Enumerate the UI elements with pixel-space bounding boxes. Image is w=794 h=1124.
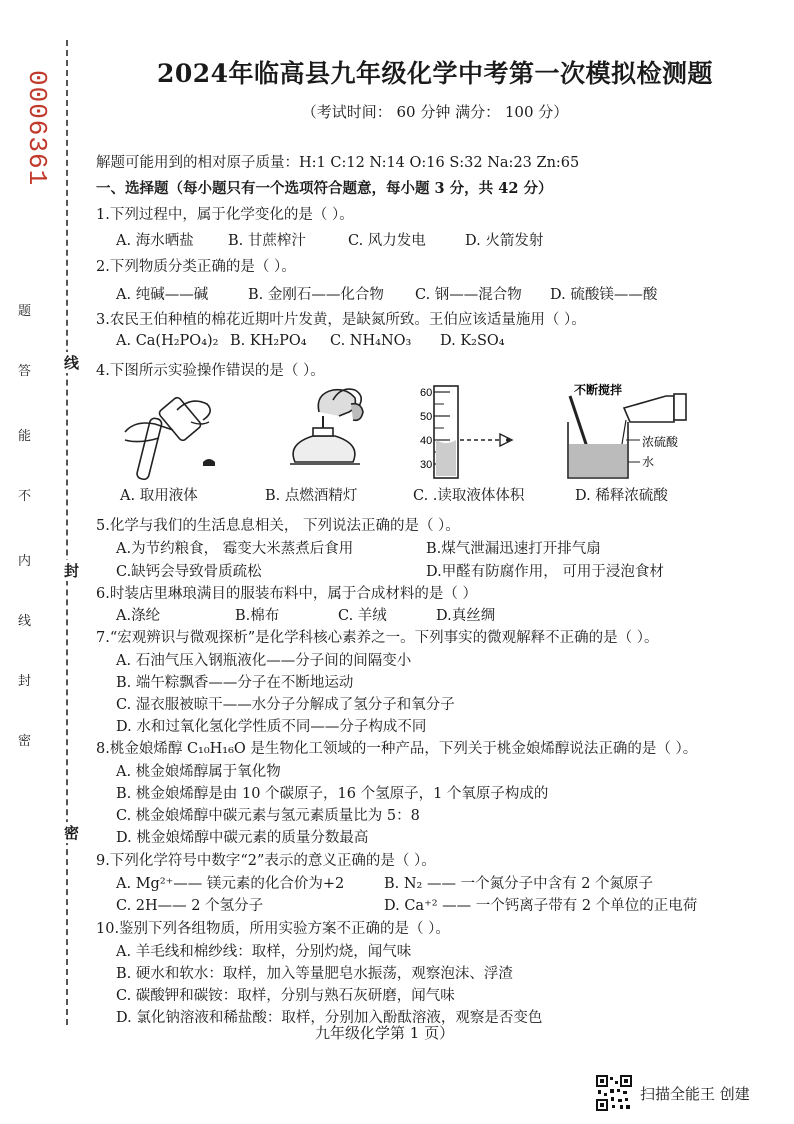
question-1-stem: 1.下列过程中，属于化学变化的是（ ）。 [96, 207, 354, 223]
q2-option-d: D. 硫酸镁——酸 [550, 287, 658, 303]
q8-option-d: D. 桃金娘烯醇中碳元素的质量分数最高 [116, 830, 369, 846]
q7-option-b: B. 端午粽飘香——分子在不断地运动 [116, 675, 354, 691]
cylinder-tick-50: 50 [420, 411, 433, 423]
margin-char: 线 [18, 614, 32, 629]
q10-option-b: B. 硬水和软水：取样，加入等量肥皂水振荡，观察泡沫、浮渣 [116, 966, 513, 982]
margin-char: 密 [18, 734, 32, 749]
atomic-masses: 解题可能用到的相对原子质量：H:1 C:12 N:14 O:16 S:32 Na:23 Zn:65 [96, 155, 580, 171]
question-4-stem: 4.下图所示实验操作错误的是（ ）。 [96, 363, 325, 379]
q5-option-c: C.缺钙会导致骨质疏松 [116, 564, 262, 580]
figure-d-diluting-acid [560, 382, 700, 482]
q6-option-a: A.涤纶 [116, 608, 161, 624]
q8-option-a: A. 桃金娘烯醇属于氧化物 [116, 764, 281, 780]
q8-option-b: B. 桃金娘烯醇是由 10 个碳原子，16 个氢原子，1 个氧原子构成的 [116, 786, 549, 802]
question-10-stem: 10.鉴别下列各组物质，所用实验方案不正确的是（ ）。 [96, 921, 450, 937]
q3-option-d: D. K₂SO₄ [440, 333, 505, 349]
label-water: 水 [642, 455, 655, 469]
q9-option-b: B. N₂ —— 一个氮分子中含有 2 个氮原子 [384, 876, 654, 892]
figure-c-graduated-cylinder [420, 382, 530, 482]
binding-label: 密 [64, 824, 80, 842]
svg-text:0006361: 0006361 [22, 70, 52, 187]
binding-label: 线 [64, 354, 80, 372]
figure-a-pouring-liquid [115, 382, 225, 482]
label-concentrated-acid: 浓硫酸 [642, 435, 679, 449]
cylinder-tick-40: 40 [420, 435, 433, 447]
q7-option-d: D. 水和过氧化氢化学性质不同——分子构成不同 [116, 719, 427, 735]
q9-option-c: C. 2H—— 2 个氢分子 [116, 898, 264, 914]
q3-option-a: A. Ca(H₂PO₄)₂ [116, 333, 219, 349]
q10-option-c: C. 碳酸钾和碳铵：取样，分别与熟石灰研磨，闻气味 [116, 988, 455, 1004]
page-footer: 九年级化学第 1 页） [315, 1024, 455, 1042]
margin-char: 答 [18, 364, 32, 379]
margin-char: 不 [18, 489, 32, 504]
margin-char: 内 [18, 554, 32, 569]
question-6-stem: 6.时装店里琳琅满目的服装布料中，属于合成材料的是（ ） [96, 586, 477, 602]
q9-option-d: D. Ca⁺² —— 一个钙离子带有 2 个单位的正电荷 [384, 898, 698, 914]
q6-option-c: C. 羊绒 [338, 608, 387, 624]
q10-option-a: A. 羊毛线和棉纱线：取样，分别灼烧，闻气味 [116, 944, 412, 960]
q5-option-b: B.煤气泄漏迅速打开排气扇 [426, 541, 601, 557]
question-5-stem: 5.化学与我们的生活息息相关， 下列说法正确的是（ ）。 [96, 518, 460, 534]
q1-option-c: C. 风力发电 [348, 233, 426, 249]
q7-option-a: A. 石油气压入钢瓶液化——分子间的间隔变小 [116, 653, 412, 669]
figure-a-caption: A. 取用液体 [120, 488, 198, 504]
question-3-stem: 3.农民王伯种植的棉花近期叶片发黄，是缺氮所致。王伯应该适量施用（ ）。 [96, 312, 586, 328]
figure-b-alcohol-lamp [275, 382, 385, 482]
question-9-stem: 9.下列化学符号中数字“2”表示的意义正确的是（ ）。 [96, 853, 436, 869]
serial-number [22, 70, 54, 200]
cylinder-tick-30: 30 [420, 459, 433, 471]
margin-char: 题 [18, 304, 32, 319]
q5-option-d: D.甲醛有防腐作用， 可用于浸泡食材 [426, 564, 664, 580]
q5-option-a: A.为节约粮食， 霉变大米蒸煮后食用 [116, 541, 354, 557]
q2-option-a: A. 纯碱——碱 [116, 287, 209, 303]
question-8-stem: 8.桃金娘烯醇 C₁₀H₁₆O 是生物化工领域的一种产品，下列关于桃金娘烯醇说法正确的是（ ）。 [96, 741, 698, 757]
q1-option-b: B. 甘蔗榨汁 [228, 233, 306, 249]
exam-info: （考试时间： 60 分钟 满分： 100 分） [301, 103, 569, 121]
qr-code-icon [596, 1075, 632, 1111]
q10-option-d: D. 氯化钠溶液和稀盐酸：取样，分别加入酚酞溶液，观察是否变色 [116, 1010, 543, 1026]
figure-c-caption: C. .读取液体体积 [413, 488, 525, 504]
binding-dashed-line [66, 40, 68, 1025]
q1-option-d: D. 火箭发射 [465, 233, 544, 249]
q2-option-b: B. 金刚石——化合物 [248, 287, 384, 303]
q7-option-c: C. 湿衣服被晾干——水分子分解成了氢分子和氧分子 [116, 697, 455, 713]
q1-option-a: A. 海水晒盐 [116, 233, 194, 249]
figure-b-caption: B. 点燃酒精灯 [265, 488, 358, 504]
margin-char: 封 [18, 674, 32, 689]
q8-option-c: C. 桃金娘烯醇中碳元素与氢元素质量比为 5：8 [116, 808, 420, 824]
margin-char: 能 [18, 429, 32, 444]
cylinder-tick-60: 60 [420, 387, 433, 399]
section-heading: 一、选择题（每小题只有一个选项符合题意，每小题 3 分，共 42 分） [96, 180, 553, 197]
q2-option-c: C. 钢——混合物 [415, 287, 522, 303]
q6-option-b: B.棉布 [235, 608, 280, 624]
scanner-watermark: 扫描全能王 创建 [640, 1085, 750, 1103]
question-7-stem: 7.“宏观辨识与微观探析”是化学科核心素养之一。下列事实的微观解释不正确的是（ ）。 [96, 630, 659, 646]
question-2-stem: 2.下列物质分类正确的是（ ）。 [96, 259, 296, 275]
binding-label: 封 [64, 562, 80, 580]
q3-option-c: C. NH₄NO₃ [330, 333, 412, 349]
figure-d-caption: D. 稀释浓硫酸 [575, 488, 668, 504]
page-title: 2024年临高县九年级化学中考第一次模拟检测题 [156, 59, 714, 88]
label-stir: 不断搅拌 [574, 383, 623, 397]
q6-option-d: D.真丝绸 [436, 608, 496, 624]
q9-option-a: A. Mg²⁺—— 镁元素的化合价为+2 [116, 876, 345, 892]
q3-option-b: B. KH₂PO₄ [230, 333, 307, 349]
